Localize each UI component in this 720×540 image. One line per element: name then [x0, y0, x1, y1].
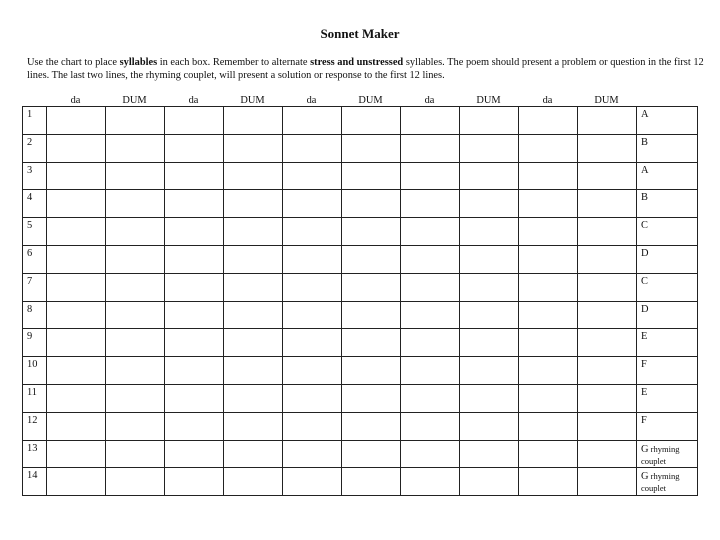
syllable-box[interactable]	[578, 357, 637, 385]
syllable-box[interactable]	[165, 357, 224, 385]
rhyme-scheme-cell	[637, 134, 698, 162]
syllable-box[interactable]	[460, 384, 519, 412]
rhyme-letter: E	[641, 386, 648, 398]
sonnet-line-row	[23, 329, 698, 357]
syllable-box[interactable]	[165, 273, 224, 301]
syllable-box[interactable]	[106, 107, 165, 135]
syllable-box[interactable]	[224, 218, 283, 246]
sonnet-line-row	[23, 190, 698, 218]
stress-header-8: DUM	[476, 95, 501, 106]
syllable-box[interactable]	[401, 412, 460, 440]
line-number: 11	[23, 384, 47, 412]
line-number: 3	[23, 162, 47, 190]
syllable-box[interactable]	[342, 245, 401, 273]
rhyme-scheme-cell	[637, 468, 698, 496]
syllable-box[interactable]	[342, 162, 401, 190]
syllable-box[interactable]	[519, 190, 578, 218]
instructions-text-1: Use the chart to place	[27, 57, 120, 68]
syllable-box[interactable]	[283, 190, 342, 218]
syllable-box[interactable]	[578, 440, 637, 468]
syllable-box[interactable]	[342, 190, 401, 218]
syllable-box[interactable]	[460, 412, 519, 440]
rhyme-scheme-cell	[637, 357, 698, 385]
line-number: 1	[23, 107, 47, 135]
syllable-box[interactable]	[224, 273, 283, 301]
syllable-box[interactable]	[224, 384, 283, 412]
syllable-box[interactable]	[165, 107, 224, 135]
syllable-box[interactable]	[460, 440, 519, 468]
syllable-box[interactable]	[106, 134, 165, 162]
syllable-box[interactable]	[342, 218, 401, 246]
syllable-box[interactable]	[342, 301, 401, 329]
syllable-box[interactable]	[460, 301, 519, 329]
rhyming-couplet-note-cont: couplet	[641, 483, 667, 494]
rhyming-couplet-note: rhyming	[648, 471, 680, 482]
syllable-box[interactable]	[519, 134, 578, 162]
stress-header-4: DUM	[240, 95, 265, 106]
syllable-box[interactable]	[578, 162, 637, 190]
syllable-box[interactable]	[578, 218, 637, 246]
syllable-box[interactable]	[519, 468, 578, 496]
sonnet-line-row	[23, 301, 698, 329]
syllable-box[interactable]	[224, 329, 283, 357]
line-number: 6	[23, 245, 47, 273]
rhyming-couplet-note-cont: couplet	[641, 455, 667, 466]
syllable-box[interactable]	[47, 218, 106, 246]
line-number: 7	[23, 273, 47, 301]
syllable-box[interactable]	[401, 301, 460, 329]
syllable-box[interactable]	[224, 440, 283, 468]
syllable-box[interactable]	[578, 245, 637, 273]
syllable-box[interactable]	[578, 107, 637, 135]
rhyme-letter: B	[641, 192, 648, 204]
syllable-box[interactable]	[342, 384, 401, 412]
syllable-box[interactable]	[519, 107, 578, 135]
syllable-box[interactable]	[578, 301, 637, 329]
syllable-box[interactable]	[519, 301, 578, 329]
syllable-box[interactable]	[460, 162, 519, 190]
syllable-box[interactable]	[283, 107, 342, 135]
syllable-box[interactable]	[460, 468, 519, 496]
sonnet-line-row	[23, 273, 698, 301]
syllable-box[interactable]	[283, 412, 342, 440]
rhyme-letter: E	[641, 331, 648, 343]
syllable-box[interactable]	[342, 134, 401, 162]
syllable-box[interactable]	[47, 273, 106, 301]
syllable-box[interactable]	[47, 107, 106, 135]
syllable-box[interactable]	[283, 245, 342, 273]
sonnet-line-row	[23, 357, 698, 385]
sonnet-line-row	[23, 162, 698, 190]
rhyme-scheme-cell	[637, 218, 698, 246]
line-number: 4	[23, 190, 47, 218]
sonnet-line-row	[23, 245, 698, 273]
syllable-box[interactable]	[460, 107, 519, 135]
line-number: 12	[23, 412, 47, 440]
syllable-box[interactable]	[165, 329, 224, 357]
line-number: 2	[23, 134, 47, 162]
syllable-box[interactable]	[519, 273, 578, 301]
syllable-box[interactable]	[283, 134, 342, 162]
rhyme-letter: C	[641, 275, 648, 287]
page-title: Sonnet Maker	[320, 26, 400, 41]
syllable-box[interactable]	[401, 468, 460, 496]
line-number: 13	[23, 440, 47, 468]
syllable-box[interactable]	[342, 107, 401, 135]
syllable-box[interactable]	[47, 245, 106, 273]
rhyme-scheme-cell	[637, 162, 698, 190]
rhyme-scheme-cell	[637, 412, 698, 440]
syllable-box[interactable]	[106, 190, 165, 218]
sonnet-grid	[22, 106, 698, 496]
syllable-box[interactable]	[165, 468, 224, 496]
instructions-text-3: syllables. The poem should present a problem or question in the first 12 lines. The last two lines, the rhyming couplet, will present a solution or response to the first 12 lines.	[27, 57, 704, 81]
syllable-box[interactable]	[519, 329, 578, 357]
syllable-box[interactable]	[460, 190, 519, 218]
syllable-box[interactable]	[283, 440, 342, 468]
syllable-box[interactable]	[578, 468, 637, 496]
stress-header-7: da	[424, 95, 435, 106]
syllable-box[interactable]	[165, 440, 224, 468]
syllable-box[interactable]	[106, 329, 165, 357]
syllable-box[interactable]	[460, 134, 519, 162]
syllable-box[interactable]	[47, 468, 106, 496]
stress-header-9: da	[542, 95, 553, 106]
syllable-box[interactable]	[47, 301, 106, 329]
syllable-box[interactable]	[401, 273, 460, 301]
rhyme-letter: D	[641, 247, 649, 259]
rhyme-letter: B	[641, 136, 648, 148]
rhyme-letter: A	[641, 164, 649, 176]
syllable-box[interactable]	[519, 384, 578, 412]
syllable-box[interactable]	[460, 329, 519, 357]
line-number: 14	[23, 468, 47, 496]
instructions-paragraph	[27, 56, 707, 82]
syllable-box[interactable]	[519, 440, 578, 468]
syllable-box[interactable]	[578, 134, 637, 162]
syllable-box[interactable]	[460, 218, 519, 246]
syllable-box[interactable]	[224, 301, 283, 329]
syllable-box[interactable]	[519, 162, 578, 190]
rhyme-scheme-cell	[637, 107, 698, 135]
syllable-box[interactable]	[578, 329, 637, 357]
rhyme-scheme-cell	[637, 301, 698, 329]
syllable-box[interactable]	[342, 357, 401, 385]
syllable-box[interactable]	[401, 384, 460, 412]
instructions-bold-syllables: syllables	[119, 57, 158, 68]
line-number: 10	[23, 357, 47, 385]
syllable-box[interactable]	[401, 440, 460, 468]
syllable-box[interactable]	[519, 412, 578, 440]
rhyme-scheme-cell	[637, 329, 698, 357]
rhyme-letter: G	[641, 471, 649, 483]
syllable-box[interactable]	[47, 384, 106, 412]
syllable-box[interactable]	[578, 384, 637, 412]
syllable-box[interactable]	[519, 357, 578, 385]
sonnet-line-row	[23, 134, 698, 162]
syllable-box[interactable]	[224, 468, 283, 496]
line-number: 5	[23, 218, 47, 246]
stress-header-3: da	[188, 95, 199, 106]
syllable-box[interactable]	[342, 440, 401, 468]
rhyme-letter: A	[641, 109, 649, 120]
sonnet-line-row	[23, 107, 698, 135]
line-number: 8	[23, 301, 47, 329]
syllable-box[interactable]	[106, 301, 165, 329]
syllable-box[interactable]	[401, 134, 460, 162]
syllable-box[interactable]	[47, 134, 106, 162]
syllable-box[interactable]	[165, 134, 224, 162]
syllable-box[interactable]	[106, 357, 165, 385]
syllable-box[interactable]	[165, 162, 224, 190]
syllable-box[interactable]	[165, 412, 224, 440]
syllable-box[interactable]	[283, 384, 342, 412]
line-number: 9	[23, 329, 47, 357]
syllable-box[interactable]	[47, 190, 106, 218]
syllable-box[interactable]	[401, 162, 460, 190]
syllable-box[interactable]	[106, 273, 165, 301]
syllable-box[interactable]	[106, 245, 165, 273]
syllable-box[interactable]	[165, 384, 224, 412]
syllable-box[interactable]	[401, 357, 460, 385]
rhyme-scheme-cell	[637, 273, 698, 301]
syllable-box[interactable]	[460, 273, 519, 301]
rhyme-letter: C	[641, 220, 648, 232]
syllable-box[interactable]	[224, 190, 283, 218]
syllable-box[interactable]	[283, 329, 342, 357]
sonnet-line-row	[23, 468, 698, 496]
syllable-box[interactable]	[401, 190, 460, 218]
syllable-box[interactable]	[342, 468, 401, 496]
rhyme-letter: F	[641, 414, 647, 426]
syllable-box[interactable]	[401, 329, 460, 357]
syllable-box[interactable]	[224, 357, 283, 385]
stress-header-2: DUM	[122, 95, 147, 106]
syllable-box[interactable]	[47, 357, 106, 385]
rhyme-scheme-cell	[637, 384, 698, 412]
rhyme-letter: F	[641, 359, 647, 371]
syllable-box[interactable]	[106, 384, 165, 412]
syllable-box[interactable]	[165, 301, 224, 329]
syllable-box[interactable]	[283, 357, 342, 385]
rhyme-letter: D	[641, 303, 649, 315]
syllable-box[interactable]	[47, 329, 106, 357]
rhyme-scheme-cell	[637, 440, 698, 468]
syllable-box[interactable]	[224, 107, 283, 135]
sonnet-line-row	[23, 440, 698, 468]
syllable-box[interactable]	[165, 218, 224, 246]
syllable-box[interactable]	[47, 440, 106, 468]
syllable-box[interactable]	[578, 190, 637, 218]
syllable-box[interactable]	[283, 273, 342, 301]
syllable-box[interactable]	[401, 218, 460, 246]
syllable-box[interactable]	[342, 329, 401, 357]
syllable-box[interactable]	[47, 162, 106, 190]
syllable-box[interactable]	[578, 412, 637, 440]
syllable-box[interactable]	[106, 162, 165, 190]
stress-header-5: da	[306, 95, 317, 106]
syllable-box[interactable]	[401, 245, 460, 273]
syllable-box[interactable]	[283, 301, 342, 329]
sonnet-line-row	[23, 218, 698, 246]
rhyme-scheme-cell	[637, 190, 698, 218]
syllable-box[interactable]	[283, 468, 342, 496]
syllable-box[interactable]	[342, 273, 401, 301]
syllable-box[interactable]	[165, 245, 224, 273]
syllable-box[interactable]	[401, 107, 460, 135]
rhyme-scheme-cell	[637, 245, 698, 273]
rhyme-letter: G	[641, 443, 649, 455]
sonnet-line-row	[23, 384, 698, 412]
syllable-box[interactable]	[224, 245, 283, 273]
syllable-box[interactable]	[578, 273, 637, 301]
syllable-box[interactable]	[224, 162, 283, 190]
syllable-box[interactable]	[519, 245, 578, 273]
syllable-box[interactable]	[519, 218, 578, 246]
syllable-box[interactable]	[165, 190, 224, 218]
syllable-box[interactable]	[460, 357, 519, 385]
sonnet-line-row	[23, 412, 698, 440]
stress-header-1: da	[70, 95, 81, 106]
instructions-text-2: in each box. Remember to alternate	[157, 57, 311, 68]
syllable-box[interactable]	[47, 412, 106, 440]
syllable-box[interactable]	[224, 412, 283, 440]
stress-header-6: DUM	[358, 95, 383, 106]
syllable-box[interactable]	[106, 440, 165, 468]
syllable-box[interactable]	[224, 134, 283, 162]
syllable-box[interactable]	[106, 412, 165, 440]
syllable-box[interactable]	[283, 218, 342, 246]
syllable-box[interactable]	[106, 468, 165, 496]
syllable-box[interactable]	[460, 245, 519, 273]
syllable-box[interactable]	[283, 162, 342, 190]
instructions-bold-stress: stress and unstressed	[310, 57, 404, 68]
rhyming-couplet-note: rhyming	[648, 443, 680, 454]
stress-header-10: DUM	[594, 95, 619, 106]
syllable-box[interactable]	[342, 412, 401, 440]
syllable-box[interactable]	[106, 218, 165, 246]
